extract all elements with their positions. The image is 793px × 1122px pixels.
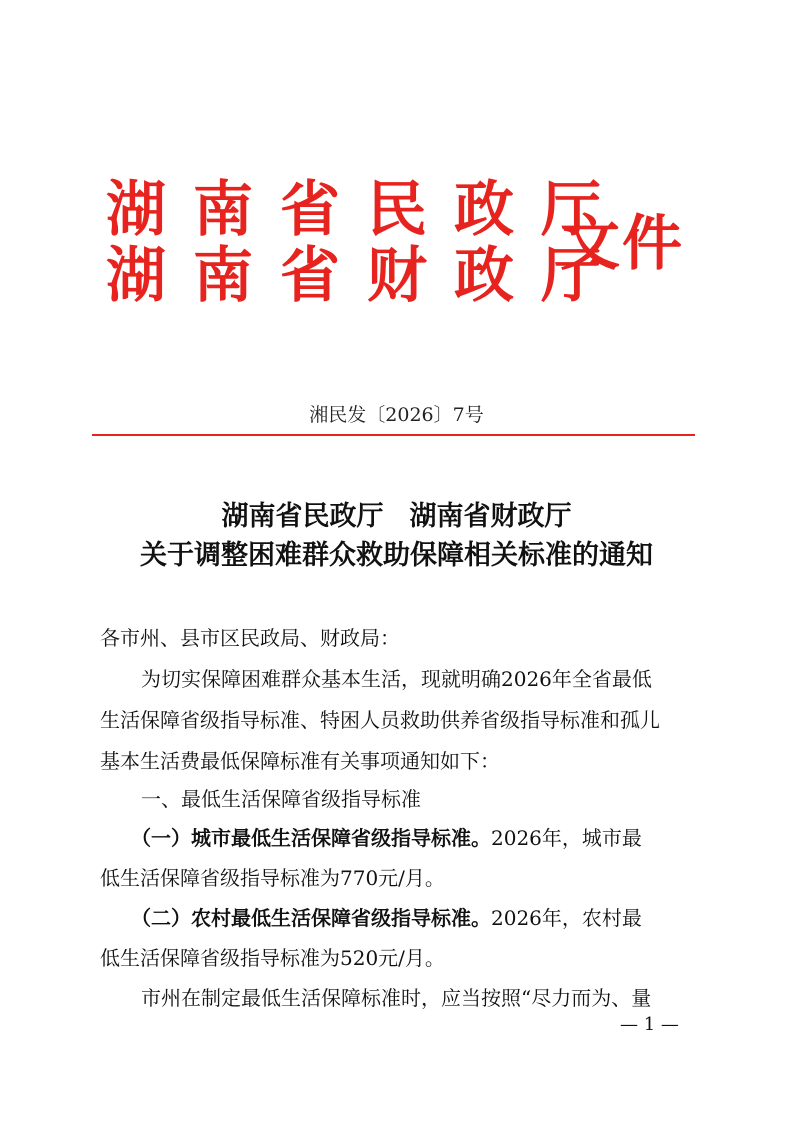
page-number: — 1 — [620, 1014, 679, 1035]
item-2-heading: （二）农村最低生活保障省级指导标准。 [131, 906, 491, 930]
title-issuer-2: 湖南省财政厅 [409, 501, 572, 532]
section-1-heading: 一、最低生活保障省级指导标准 [141, 787, 421, 811]
salutation: 各市州、县市区民政局、财政局： [100, 626, 400, 650]
intro-line-3: 基本生活费最低保障标准有关事项通知如下： [100, 749, 500, 773]
header-agency-finance: 湖南省财政厅 [106, 241, 628, 311]
title-issuer-1: 湖南省民政厅 [221, 501, 384, 532]
paragraph-last-line: 市州在制定最低生活保障标准时，应当按照“尽力而为、量 [141, 986, 652, 1010]
document-title-line-2: 关于调整困难群众救助保障相关标准的通知 [140, 540, 653, 571]
intro-line-1: 为切实保障困难群众基本生活，现就明确2026年全省最低 [141, 667, 652, 691]
header-file-suffix: 文件 [560, 209, 684, 279]
item-1-heading: （一）城市最低生活保障省级指导标准。 [131, 826, 491, 850]
item-2-line-2: 低生活保障省级指导标准为520元/月。 [100, 946, 445, 970]
intro-line-2: 生活保障省级指导标准、特困人员救助供养省级指导标准和孤儿 [100, 708, 660, 732]
document-title-line-1 [0, 501, 793, 533]
item-1-line-1 [131, 826, 642, 850]
document-number: 湘民发〔2026〕7号 [309, 404, 484, 426]
item-1-line-2: 低生活保障省级指导标准为770元/月。 [100, 866, 445, 890]
header-agency-civil-affairs: 湖南省民政厅 [106, 175, 628, 245]
item-2-line-1 [131, 906, 642, 930]
item-2-text: 2026年，农村最 [491, 906, 642, 930]
red-divider-line [92, 434, 695, 436]
item-1-text: 2026年，城市最 [491, 826, 642, 850]
